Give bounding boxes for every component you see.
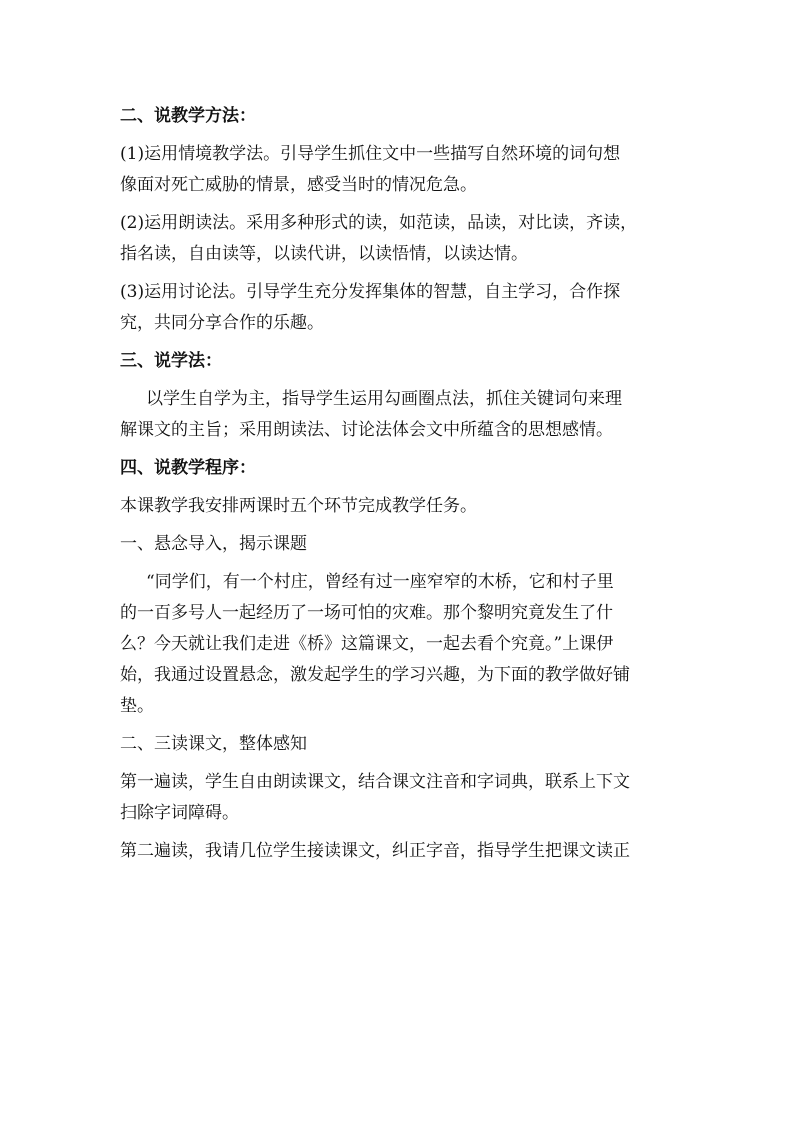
step-1-paragraph — [120, 567, 676, 722]
method-item-1 — [120, 139, 676, 201]
method-item-3-line-2: 究，共同分享合作的乐趣。 — [120, 313, 324, 333]
section-heading-teaching-procedure: 四、说教学程序： — [120, 458, 256, 478]
step-1-title: 一、悬念导入，揭示课题 — [120, 534, 307, 554]
method-item-2-line-2: 指名读，自由读等，以读代讲，以读悟情，以读达情。 — [120, 244, 528, 264]
step-2-second-reading — [120, 836, 676, 867]
method-item-2 — [120, 208, 676, 270]
step-1-line-5: 垫。 — [120, 696, 154, 716]
first-reading-line-1: 第一遍读，学生自由朗读课文，结合课文注音和字词典，联系上下文 — [120, 772, 630, 792]
method-item-2-line-1: (2)运用朗读法。采用多种形式的读，如范读，品读，对比读，齐读， — [120, 213, 638, 233]
procedure-intro: 本课教学我安排两课时五个环节完成教学任务。 — [120, 496, 477, 516]
step-1-line-3: 么？今天就让我们走进《桥》这篇课文，一起去看个究竟。”上课伊 — [120, 634, 614, 654]
method-item-3-line-1: (3)运用讨论法。引导学生充分发挥集体的智慧，自主学习，合作探 — [120, 282, 621, 302]
step-1-line-4: 始，我通过设置悬念，激发起学生的学习兴趣，为下面的教学做好铺 — [120, 665, 630, 685]
method-item-1-line-1: (1)运用情境教学法。引导学生抓住文中一些描写自然环境的词句想 — [120, 144, 621, 164]
study-methods-paragraph — [120, 384, 676, 446]
method-item-1-line-2: 像面对死亡威胁的情景，感受当时的情况危急。 — [120, 175, 477, 195]
first-reading-line-2: 扫除字词障碍。 — [120, 803, 239, 823]
study-methods-line-2: 解课文的主旨；采用朗读法、讨论法体会文中所蕴含的思想感情。 — [120, 420, 613, 440]
step-1-line-2: 的一百多号人一起经历了一场可怕的灾难。那个黎明究竟发生了什 — [120, 603, 613, 623]
section-heading-teaching-methods: 二、说教学方法： — [120, 106, 256, 126]
method-item-3 — [120, 277, 676, 339]
step-2-title: 二、三读课文，整体感知 — [120, 734, 307, 754]
second-reading-line-1: 第二遍读，我请几位学生接读课文，纠正字音，指导学生把课文读正 — [120, 841, 630, 861]
step-2-first-reading — [120, 767, 676, 829]
step-1-line-1: “同学们，有一个村庄，曾经有过一座窄窄的木桥，它和村子里 — [146, 572, 614, 592]
section-heading-study-methods: 三、说学法： — [120, 351, 222, 371]
study-methods-line-1: 以学生自学为主，指导学生运用勾画圈点法，抓住关键词句来理 — [146, 389, 622, 409]
